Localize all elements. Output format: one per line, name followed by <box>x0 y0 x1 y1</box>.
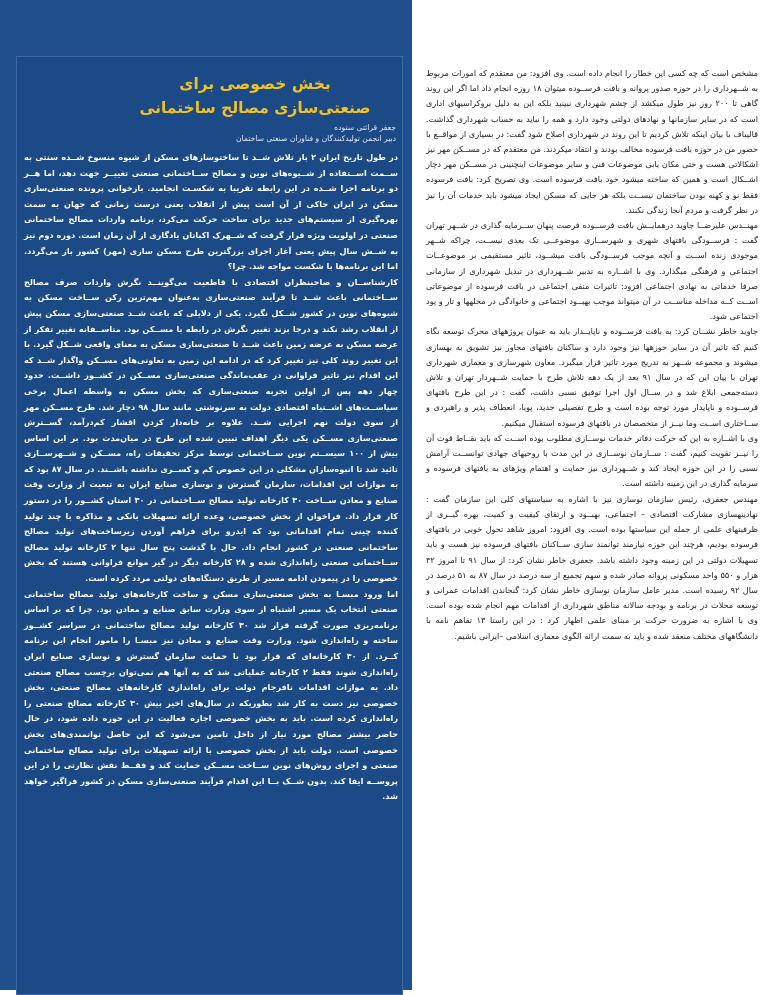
left-paragraph: اما ورود مبسـا به بخش صنعتی‌سازی مسکن و ساخت کارخانه‌های تولید مصالح ساختمانی صنعتی انتخاب یک مسیر اشتباه از سوی وزارت سابق صنایع و معادن بود. چرا که بر اساس برنامه‌ریزی صورت گرفته قرار شد ۳۰ کارخانه تولید مصالح ساختمانی در سراسر کشــور ساخته و راه‌اندازی شود. وزارت وقت صنایع و معادن نیز مبسـا را مامور انجام این برنامه کــرد. از ۳۰ کارخانه‌ای که قرار بود با حمایت سازمان گسترش و نوسازی صنایع ایران راه‌اندازی شوند فقط ۲ کارخانه عملیاتی شد که به آنها هم نمی‌توان برچسب مصالح صنعتی داد. به موازات اقدامات نافرجام دولت برای راه‌اندازی کارخانه‌های مصالح صنعتی، بخش خصوصی نیز دست به کار شد بطوریکه در سال‌های اخیر بیش ۳۰ کارخانه مصالح صنعتی را راه‌اندازی کرده است. باید به بخش خصوصی اجازه فعالیت در این حوزه داده شود، در حال حاضر بیشتر مصالح مورد نیاز از داخل تامین می‌شود که این حاصل توانمندی‌های بخش خصوصی است. دولت باید از بخش خصوصی با ارائه تسهیلات برای تولید مصالح ساختمانی صنعتی و اجرای روش‌های نوین ســاخت مســکن حمایت کند و فقــط نقش نظارتی را در این پروســه ایفا کند. بدون شــک بــا این اقدام فرآیند صنعتی‌سازی مسکن در کشور فراگیر خواهد شد. <box>24 588 398 802</box>
right-paragraph: مشخص است که چه کسی این خطار را انجام داده است. وی افزود: من معتقدم که امورات مربوط به شــهرداری را در حوزه صدور پروانه و بافت فرســوده میتوان ۱۸ روزه انجام داد اما اگر این روند گاهی تا ۲۰۰ روز نیز طول میکشد از چشم شهرداری نبینید بلکه این به دلیل بروکراسیهای اداری است که در سایر سازمانها و نهادهای دولتی وجود دارد و همه را نباید به حساب شهرداری گذاشت. قالیباف با بیان اینکه تلاش کردیم تا این روند در شهرداری اصلاح شود گفت: در بسیاری از مواقــع با حضور من در حوزه بافت فرسوده مخالف بودند و انتقاد میکردند. من معتقدم که در مســکن مهر نیز اشکالاتی هست و حتی مکان یابی موضوعات فنی و سایر موضوعات اینچنینی در مســکن مهر دچار اشــکال است و همین که ساخته میشود خود بافت فرسوده است. وی تصریح کرد: بافت فرسوده فقط نو و کهنه بودن ساختمان نیســت بلکه هر جایی که مسکن ایجاد میشود باید خدمات آن را نیز در نظر گرفت و مردم آنجا زندگی نکنند. <box>426 68 758 215</box>
right-paragraph: جاوید خاطر نشــان کرد: به بافت فرســوده و ناپایــدار باید به عنوان پروژههای محرک توسعه نگاه کنیم که تاثیر آن در سایر حوزهها نیز وجود دارد و ساکنان بافتهای مجاور نیز تشویق به بهسازی میشوند و مجموعه شــهر به تدریج مورد تاثیر قرار میگیرد. معاون شهرسازی و معماری شهرداری تهران با بیان این که در سال ۹۱ بعد از یک دهه تلاش طرح با حمایت شــهردار تهران و تلاش دسته‌جمعی ابلاغ شد و در ســال اول اجرا توفیق نسبی داشت، گفت : در این طرح بافتهای فرســوده و ناپایدار مورد توجه بوده است و طرح تفصیلی جدید، پویا، انعطاف پذیر و راهبردی و ســاختاری اســت وما نیــز از متخصصان در بافتهای فرسوده استقبال میکنیم. <box>426 326 758 428</box>
left-paragraph: در طول تاریخ ایران ۲ بار تلاش شــد تا ساختوسازهای مسکن از شیوه منسوخ شــده سنتی به ســمت اســتفاده از شــیوه‌های نوین و مصالح ســاختمانی صنعتی تغییــر جهت دهد، اما هــر دو برنامه اجرا شــده در این رابطه تقریبا به شکسـت انجامید. بازخوانی پرونده صنعتی‌سازی مسکن در ایران حاکی از آن است پیش از انقلاب یعنی درست زمانی که جهان به سمت بهره‌گیری از سیستم‌های جدید برای ساخت حرکت می‌کرد، برنامه واردات مصالح ساختمانی صنعتی در اولویت ویژه قرار گرفت که شــهرک اکباتان یادگاری از آن زمان است. دوره دوم نیز به شــش سال پیش یعنی آغاز اجرای بزرگترین طرح مسکن سازی (مهر) کشور باز می‌گردد. اما این برنامه‌ها با شکست مواجه شد. چرا؟ <box>24 152 398 272</box>
right-paragraph: مهندس جعفری، رئیس سازمان نوسازی نیز با اشاره به سیاستهای کلی این سازمان گفت : نهادینهسازی مشارکت اقتصادی – اجتماعی، بهبــود و ارتقای کیفیت و کمیت، بهره گیــری از ظرفیتهای علمی از جمله این سیاستها بوده است. وی افزود: امروز شاهد تحول خوبی در بافتهای فرسوده بودیم، هرچند این حوزه نیازمند توانمند سازی ســاکنان بافتهای فرسوده نیز هست و باید تسهیلات دولتی در این زمینه وجود داشته باشد. جعفری خاطر نشان کرد: از سال ۹۱ تا امروز ۴۲ هزار و ۵۵۰ واحد مسکونی پروانه صادر شده و سهم تجمیع از سه درصد در سال ۸۷ به ۵۱ درصد در سال ۹۲ رسیده است. مدیر عامل سازمان نوسازی خاطر نشان کرد: گنجاندن اقدامات عمرانی و توسعه محلات در برنامه و بودجه سالانه مناطق شهرداری از اقدامات مهم انجام شده بوده است. وی با اشاره به ضرورت حرکت بر مبنای علمی اظهار کرد : در این راستا ۱۳ تفاهم نامه با دانشگاههای مختلف منعقد شده و باید به سمت ارائه الگوی معماری اسلامی –ایرانی باشیم. <box>426 493 758 641</box>
article-title <box>120 72 390 120</box>
title-line-1: بخش خصوصی برای <box>179 75 331 93</box>
left-article-body <box>24 150 398 805</box>
author-role: دبیر انجمن تولیدکنندگان و فناوران صنعتی ساختمان <box>236 134 396 143</box>
right-paragraph: وی با اشــاره به این که حرکت دفاتر خدمات نوســازی مطلوب بوده اســت که باید نقــاط قوت آن را نیــز تقویت کنیم، گفت : ســازمان نوســازی در این مدت با روحیهای جهادی توانســت آرامش نسبی را در این حوزه ایجاد کند و شــهرداری نیز حمایت و اهتمام ویژهای به بافتهای فرسوده و سرمایه گذاری در این زمینه داشته است. <box>426 432 758 489</box>
right-article-body <box>426 66 758 644</box>
author-name: جعفر قرائتی ستوده <box>334 123 396 132</box>
left-paragraph: کارشناســان و صاحبنظران اقتصادی با قاطعیت می‌گوینــد نگرش واردات صرف مصالح ســاختمانی باعث شــد تا فرآیند صنعتی‌سازی به‌عنوان مهم‌ترین رکن ســاخت مسکن به شیوه‌های نوین در کشور شــکل نگیرد. یکی از دلایلی که باعث شــد صنعتی‌سازی مسکن پیش از انقلاب رشد نکند و درجا بزند تغییر نگرش در رابطه با مســکن بود. متاســفانه تغییر تفکر از عرضه مسکن به عرضه زمین باعث شــد تا صنعتی‌سازی مسکن به معنای واقعی شــکل گیرد. با این تغییر روند کلی نیز تغییر کرد که در ادامه این زمین به تعاونی‌های مســکن واگذار شــد که این اقدام نیز تاثیر فراوانی در عقب‌ماندگی صنعتی‌سازی مســکن در کشــور داشــت. حدود چهار دهه پس از اولین تجربه صنعتی‌سازی که بخش مسکن به واسطه اعمال برخی سیاســت‌های اشــتباه اقتصادی دولت به سرنوشتی مانند سال ۹۸ دچار شد. طرح مســکن مهر از سوی دولت نهم اجرایی شــد. علاوه بر خانه‌دار کردن اقشار کم‌درآمد، گســترش صنعتی‌سازی مســکن یکی دیگر اهداف تبیین شده این طرح در میان‌مدت بود. بر این اساس بیش از ۱۰۰ سیســتم نوین ســاختمانی توسط مرکز تحقیقات راه، مســکن و شــهرســازی تائید شد تا انبوه‌سازان مشکلی در این خصوص کم و کســری نداشته باشــند. در سال ۸۷ بود که به موازات این اقدامات، سازمان گسترش و نوسازی صنایع ایران به تبعیت از وزارت وقت صنایع و معادن ســاخت ۳۰ کارخانه تولید مصالح ســاختمانی در ۳۰ استان کشــور را در دستور کار قرار داد. فراخوان از بخش خصوصی، وعده ارائه تسهیلات بانکی و مذاکره با چند تولید کننده چینی تمام اقداماتی بود که ایدرو برای فراهم آوردن زیرساخت‌های تولید مصالح ساختمانی صنعتی در کشور انجام داد. حال با گذشت پنج سال تنها ۲ کارخانه تولید مصالح ســاختمانی صنعتی راه‌اندازی شده و ۲۸ کارخانه دیگر در گیر موانع فراوانی هستند که بخش خصوصی را در پیمودن ادامه مسیر از طریق دستگاه‌های دولتی مردد کرده است. <box>24 276 398 584</box>
title-line-2: صنعتی‌سازی مصالح ساختمانی <box>139 99 371 117</box>
right-paragraph: مهنــدس علیرضــا جاوید درهمایــش بافت فرســوده فرصت پنهان ســرمایه گذاری در شــهر تهران گفت : فرســودگی بافتهای شهری و شهرســازی موضوعــی تک بعدی نیســت، چراکه شــهر موجودی زنده اســت و آنچه موجب فرســودگی بافت میشــود، تاثیر مستقیمی بر موضوعــات اجتماعی و فرهنگی میگذارد. وی با اشــاره به تدبیر شــهرداری در تبدیل شهرداری از سازمانی صرفا خدماتی به نهادی اجتماعی افزود: تاثیرات منفی اجتماعی در بافت فرسوده از موضوعاتی اســت کــه مداخله مناســب در آن میتواند موجب بهبــود اجتماعی و خانوادگی در محلهها و تار و پود اجتماعی شود. <box>426 220 758 322</box>
author-block <box>160 122 396 144</box>
